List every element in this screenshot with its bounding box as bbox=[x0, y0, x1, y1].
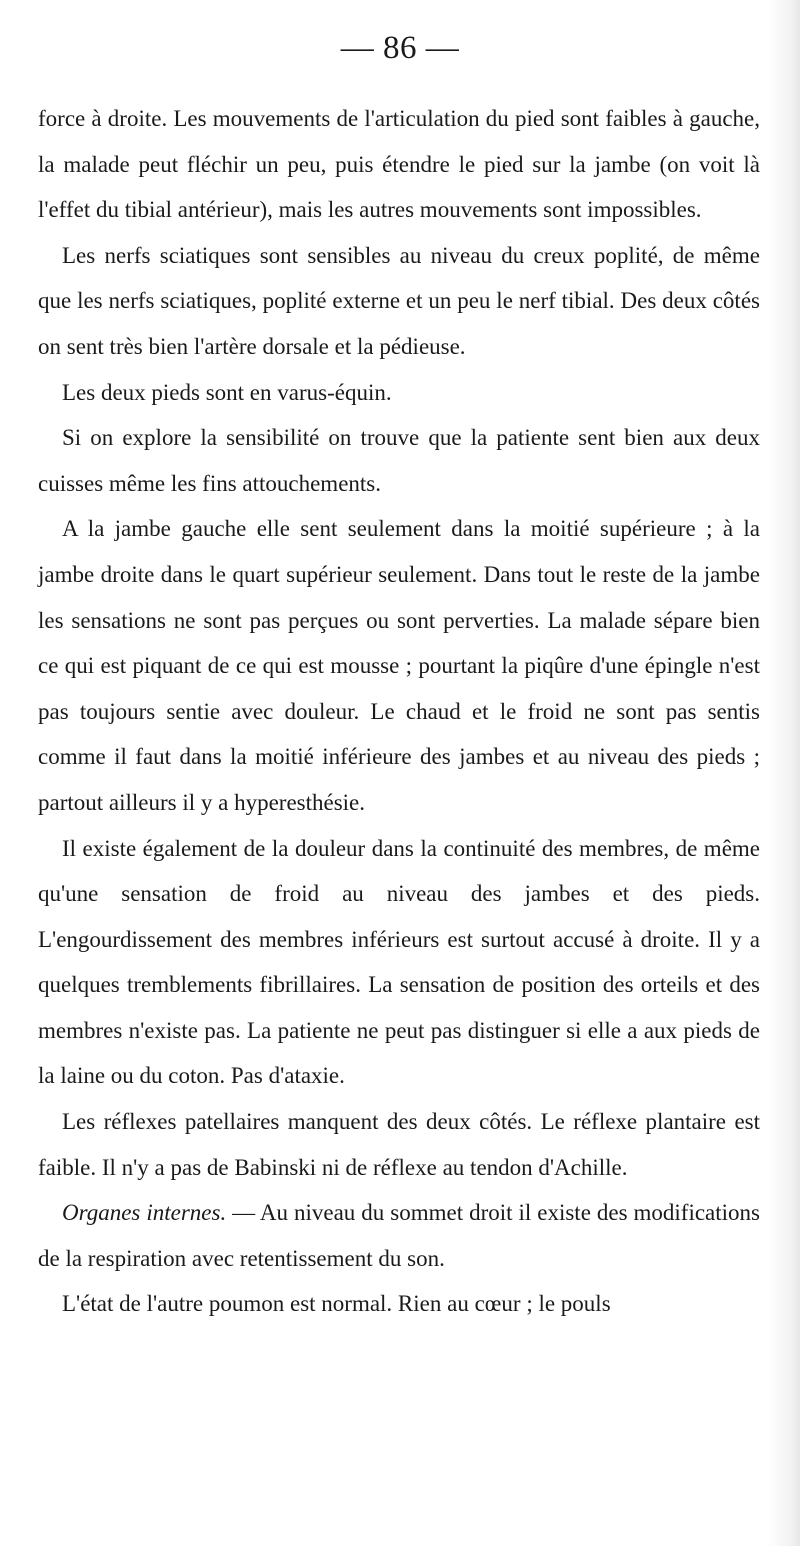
paragraph: Il existe également de la douleur dans la continuité des membres, de même qu'une sensation de froid au niveau des jambes et des pieds. L'engourdissement des membres inférieurs est surtout accusé à droite. Il y a quelques tremblements fibrillaires. La sensation de position des orteils et des membres n'existe pas. La patiente ne peut pas distinguer si elle a aux pieds de la laine ou du coton. Pas d'ataxie. bbox=[38, 835, 760, 1089]
section-label: Organes internes. bbox=[62, 1200, 227, 1226]
paragraph: Les deux pieds sont en varus-équin. bbox=[62, 379, 392, 405]
paragraph: L'état de l'autre poumon est normal. Rien au cœur ; le pouls bbox=[62, 1291, 611, 1317]
paragraph bbox=[38, 1190, 760, 1281]
body-text bbox=[38, 96, 760, 1327]
paragraph-text: — Au niveau du sommet droit il existe des modifications de la respiration avec retentissement du son. bbox=[38, 1200, 761, 1271]
paragraph: A la jambe gauche elle sent seulement dans la moitié supérieure ; à la jambe droite dans le quart supérieur seulement. Dans tout le reste de la jambe les sensations ne sont pas perçues ou sont perverties. La malade sépare bien ce qui est piquant de ce qui est mousse ; pourtant la piqûre d'une épingle n'est pas toujours sentie avec douleur. Le chaud et le froid ne sont pas sentis comme il faut dans la moitié inférieure des jambes et au niveau des pieds ; partout ailleurs il y a hyperesthésie. bbox=[38, 516, 760, 815]
page-number: — 86 — bbox=[340, 30, 460, 66]
paragraph: Les réflexes patellaires manquent des deux côtés. Le réflexe plantaire est faible. Il n'y a pas de Babinski ni de réflexe au tendon d'Achille. bbox=[38, 1109, 760, 1180]
paragraph: Les nerfs sciatiques sont sensibles au niveau du creux poplité, de même que les nerfs sciatiques, poplité externe et un peu le nerf tibial. Des deux côtés on sent très bien l'artère dorsale et la pédieuse. bbox=[38, 242, 760, 359]
paragraph: Si on explore la sensibilité on trouve que la patiente sent bien aux deux cuisses même les fins attouchements. bbox=[38, 425, 760, 496]
paragraph: force à droite. Les mouvements de l'articulation du pied sont faibles à gauche, la malade peut fléchir un peu, puis étendre le pied sur la jambe (on voit là l'effet du tibial antérieur), mais les autres mouvements sont impossibles. bbox=[38, 106, 760, 223]
